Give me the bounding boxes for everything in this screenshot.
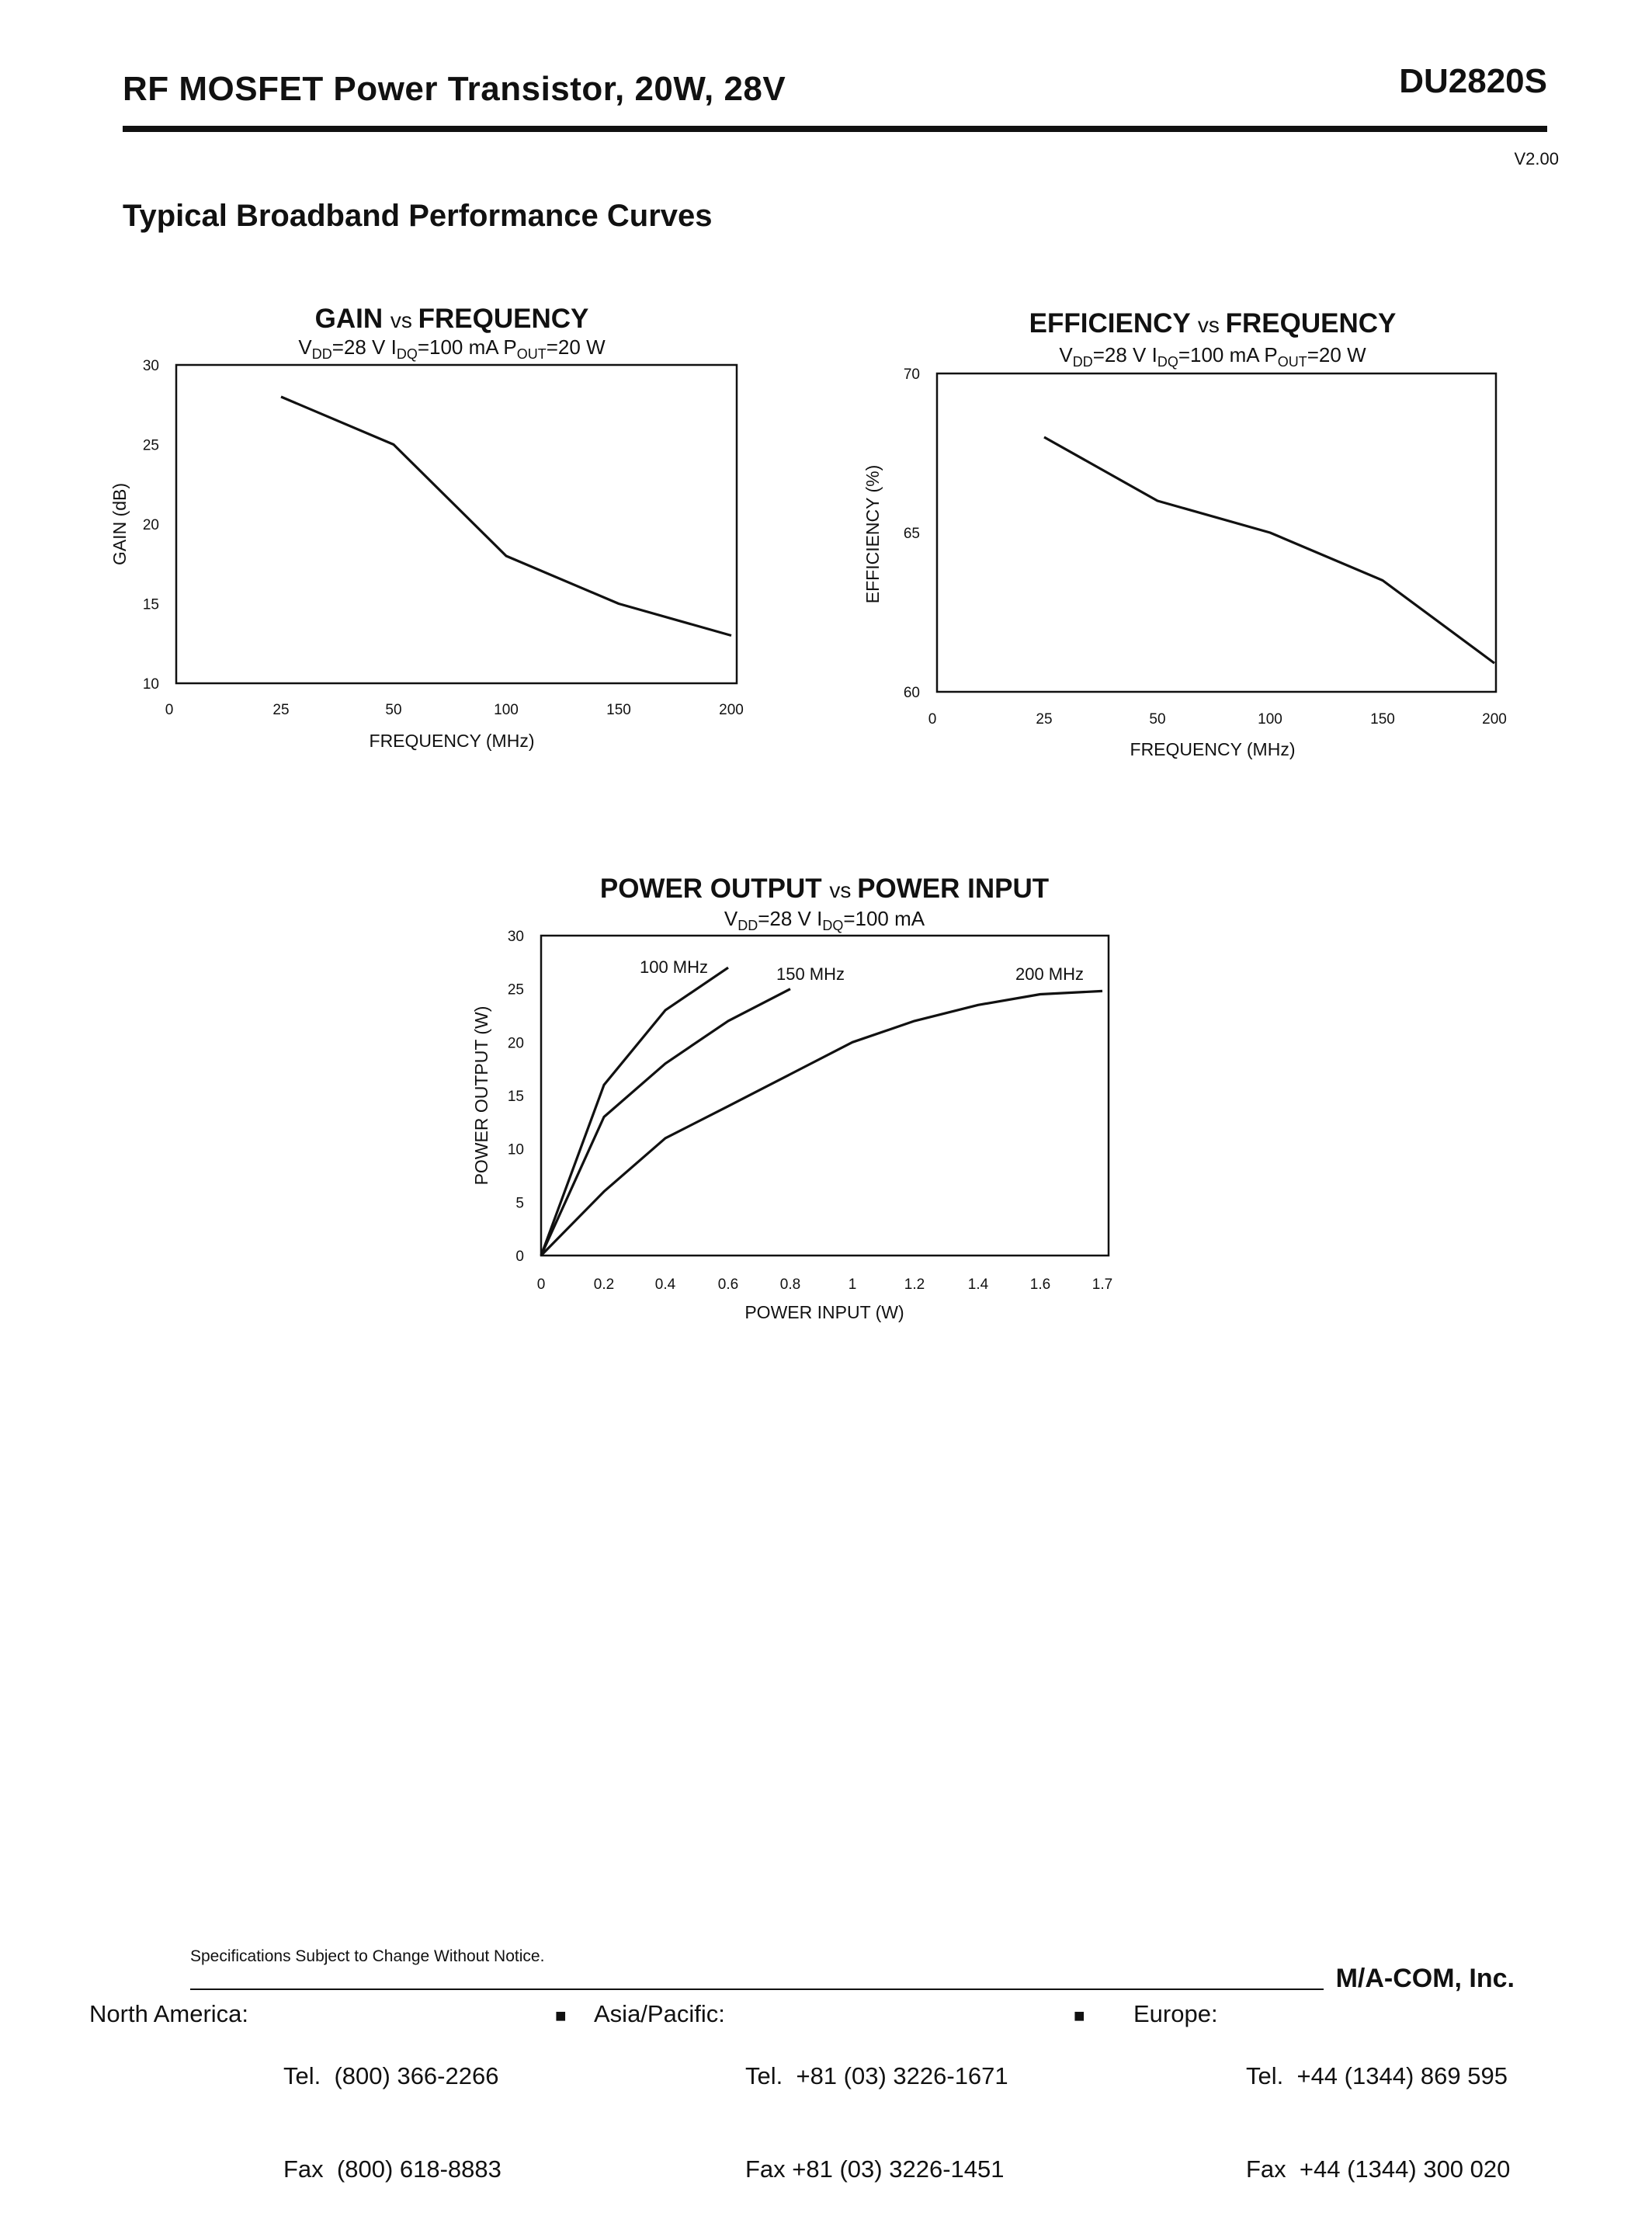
power-x-tick-label: 1.2 — [904, 1276, 925, 1293]
efficiency-x-tick-label: 50 — [1149, 711, 1166, 728]
contact-europe-label: Europe: — [1133, 2000, 1218, 2027]
power-x-tick-label: 0.8 — [779, 1276, 801, 1293]
version-label: V2.00 — [1514, 149, 1559, 168]
power-y-tick-label: 10 — [507, 1141, 524, 1158]
power-y-tick-label: 30 — [507, 929, 524, 945]
efficiency-chart-conditions: $V_{DD}=28$ V $I_{DQ}=100$ mA $P_{OUT}=20$ W — [1059, 343, 1366, 370]
efficiency-y-tick-label: 60 — [903, 685, 920, 701]
gain-y-tick-label: 10 — [142, 676, 159, 693]
gain-y-tick-label: 25 — [142, 437, 159, 454]
document-title: RF MOSFET Power Transistor, 20W, 28V — [123, 70, 786, 108]
power-chart-title: POWER OUTPUT vs POWER INPUT — [599, 874, 1050, 904]
efficiency-x-tick-label: 25 — [1036, 711, 1053, 728]
power-x-tick-label: 0 — [536, 1276, 546, 1293]
power-series-line-100-mhz — [541, 967, 728, 1256]
power-x-tick-label: 0.4 — [654, 1276, 676, 1293]
power-series-label: 200 MHz — [1015, 964, 1085, 984]
power-y-tick-label: 25 — [507, 981, 524, 999]
efficiency-y-tick-label: 70 — [903, 366, 920, 383]
power-y-tick-label: 20 — [507, 1035, 524, 1052]
efficiency-x-tick-label: 100 — [1258, 711, 1282, 728]
separator-bullet: ■ — [555, 2006, 567, 2027]
power-y-axis-label: POWER OUTPUT (W) — [471, 1006, 491, 1186]
power-x-axis-label: POWER INPUT (W) — [744, 1302, 904, 1322]
asia-pacific-fax: Fax +81 (03) 3226-1451 — [745, 2155, 1005, 2183]
gain-y-axis-label: GAIN (dB) — [109, 482, 130, 566]
north-america-fax: Fax (800) 618-8883 — [283, 2155, 502, 2183]
europe-fax: Fax +44 (1344) 300 020 — [1246, 2155, 1511, 2183]
efficiency-series-line — [1044, 437, 1494, 663]
power-x-tick-label: 1 — [848, 1276, 857, 1293]
efficiency-chart-title: EFFICIENCY vs FREQUENCY — [1029, 308, 1397, 339]
power-chart-conditions: $V_{DD}=28$ V $I_{DQ}=100$ mA — [724, 907, 925, 933]
power-series-line-150-mhz — [541, 989, 790, 1256]
section-title: Typical Broadband Performance Curves — [123, 199, 713, 233]
part-number: DU2820S — [1399, 62, 1547, 100]
contact-north-america — [283, 1999, 502, 2216]
company-name: M/A-COM, Inc. — [1335, 1964, 1515, 1993]
efficiency-x-axis-label: FREQUENCY (MHz) — [1130, 739, 1296, 759]
asia-pacific-tel: Tel. +81 (03) 3226-1671 — [745, 2062, 1008, 2089]
power-x-tick-label: 1.4 — [967, 1276, 989, 1293]
north-america-tel: Tel. (800) 366-2266 — [283, 2062, 499, 2089]
efficiency-y-tick-label: 65 — [903, 526, 920, 542]
efficiency-y-axis-label: EFFICIENCY (%) — [862, 464, 883, 604]
gain-plot-frame — [176, 365, 737, 683]
gain-x-axis-label: FREQUENCY (MHz) — [369, 731, 535, 751]
gain-y-tick-label: 30 — [142, 358, 159, 374]
efficiency-x-tick-label: 0 — [928, 711, 937, 728]
power-series-label: 100 MHz — [639, 957, 709, 977]
power-series-line-200-mhz — [541, 991, 1102, 1256]
gain-x-tick-label: 50 — [385, 702, 402, 718]
gain-x-tick-label: 150 — [606, 702, 631, 718]
europe-tel: Tel. +44 (1344) 869 595 — [1246, 2062, 1508, 2089]
power-y-tick-label: 0 — [515, 1249, 524, 1265]
power-y-tick-label: 15 — [507, 1089, 524, 1105]
gain-y-tick-label: 20 — [142, 517, 159, 533]
contact-asia-pacific-label: Asia/Pacific: — [594, 2000, 725, 2027]
efficiency-plot-frame — [937, 373, 1496, 692]
gain-y-tick-label: 15 — [142, 596, 159, 613]
power-series-label: 150 MHz — [776, 964, 845, 984]
gain-x-tick-label: 100 — [494, 702, 519, 718]
gain-chart-conditions: $V_{DD}=28$ V $I_{DQ}=100$ mA $P_{OUT}=20$ W — [298, 335, 606, 362]
power-x-tick-label: 1.6 — [1029, 1276, 1051, 1293]
contact-europe — [1246, 1999, 1510, 2216]
separator-bullet: ■ — [1074, 2006, 1085, 2027]
contact-north-america-label: North America: — [89, 2000, 249, 2027]
gain-x-tick-label: 200 — [719, 702, 744, 718]
efficiency-x-tick-label: 150 — [1370, 711, 1395, 728]
gain-x-tick-label: 0 — [165, 702, 174, 718]
power-x-tick-label: 0.6 — [717, 1276, 739, 1293]
gain-chart-title: GAIN vs FREQUENCY — [314, 304, 589, 334]
footer-rule — [190, 1988, 1324, 1990]
power-x-tick-label: 1.7 — [1092, 1276, 1113, 1293]
power-x-tick-label: 0.2 — [593, 1276, 615, 1293]
footer-notice: Specifications Subject to Change Without Notice. — [190, 1947, 545, 1965]
efficiency-x-tick-label: 200 — [1482, 711, 1507, 728]
gain-series-line — [281, 397, 731, 636]
contact-asia-pacific — [745, 1999, 1008, 2216]
gain-x-tick-label: 25 — [272, 702, 290, 718]
power-y-tick-label: 5 — [515, 1195, 524, 1212]
